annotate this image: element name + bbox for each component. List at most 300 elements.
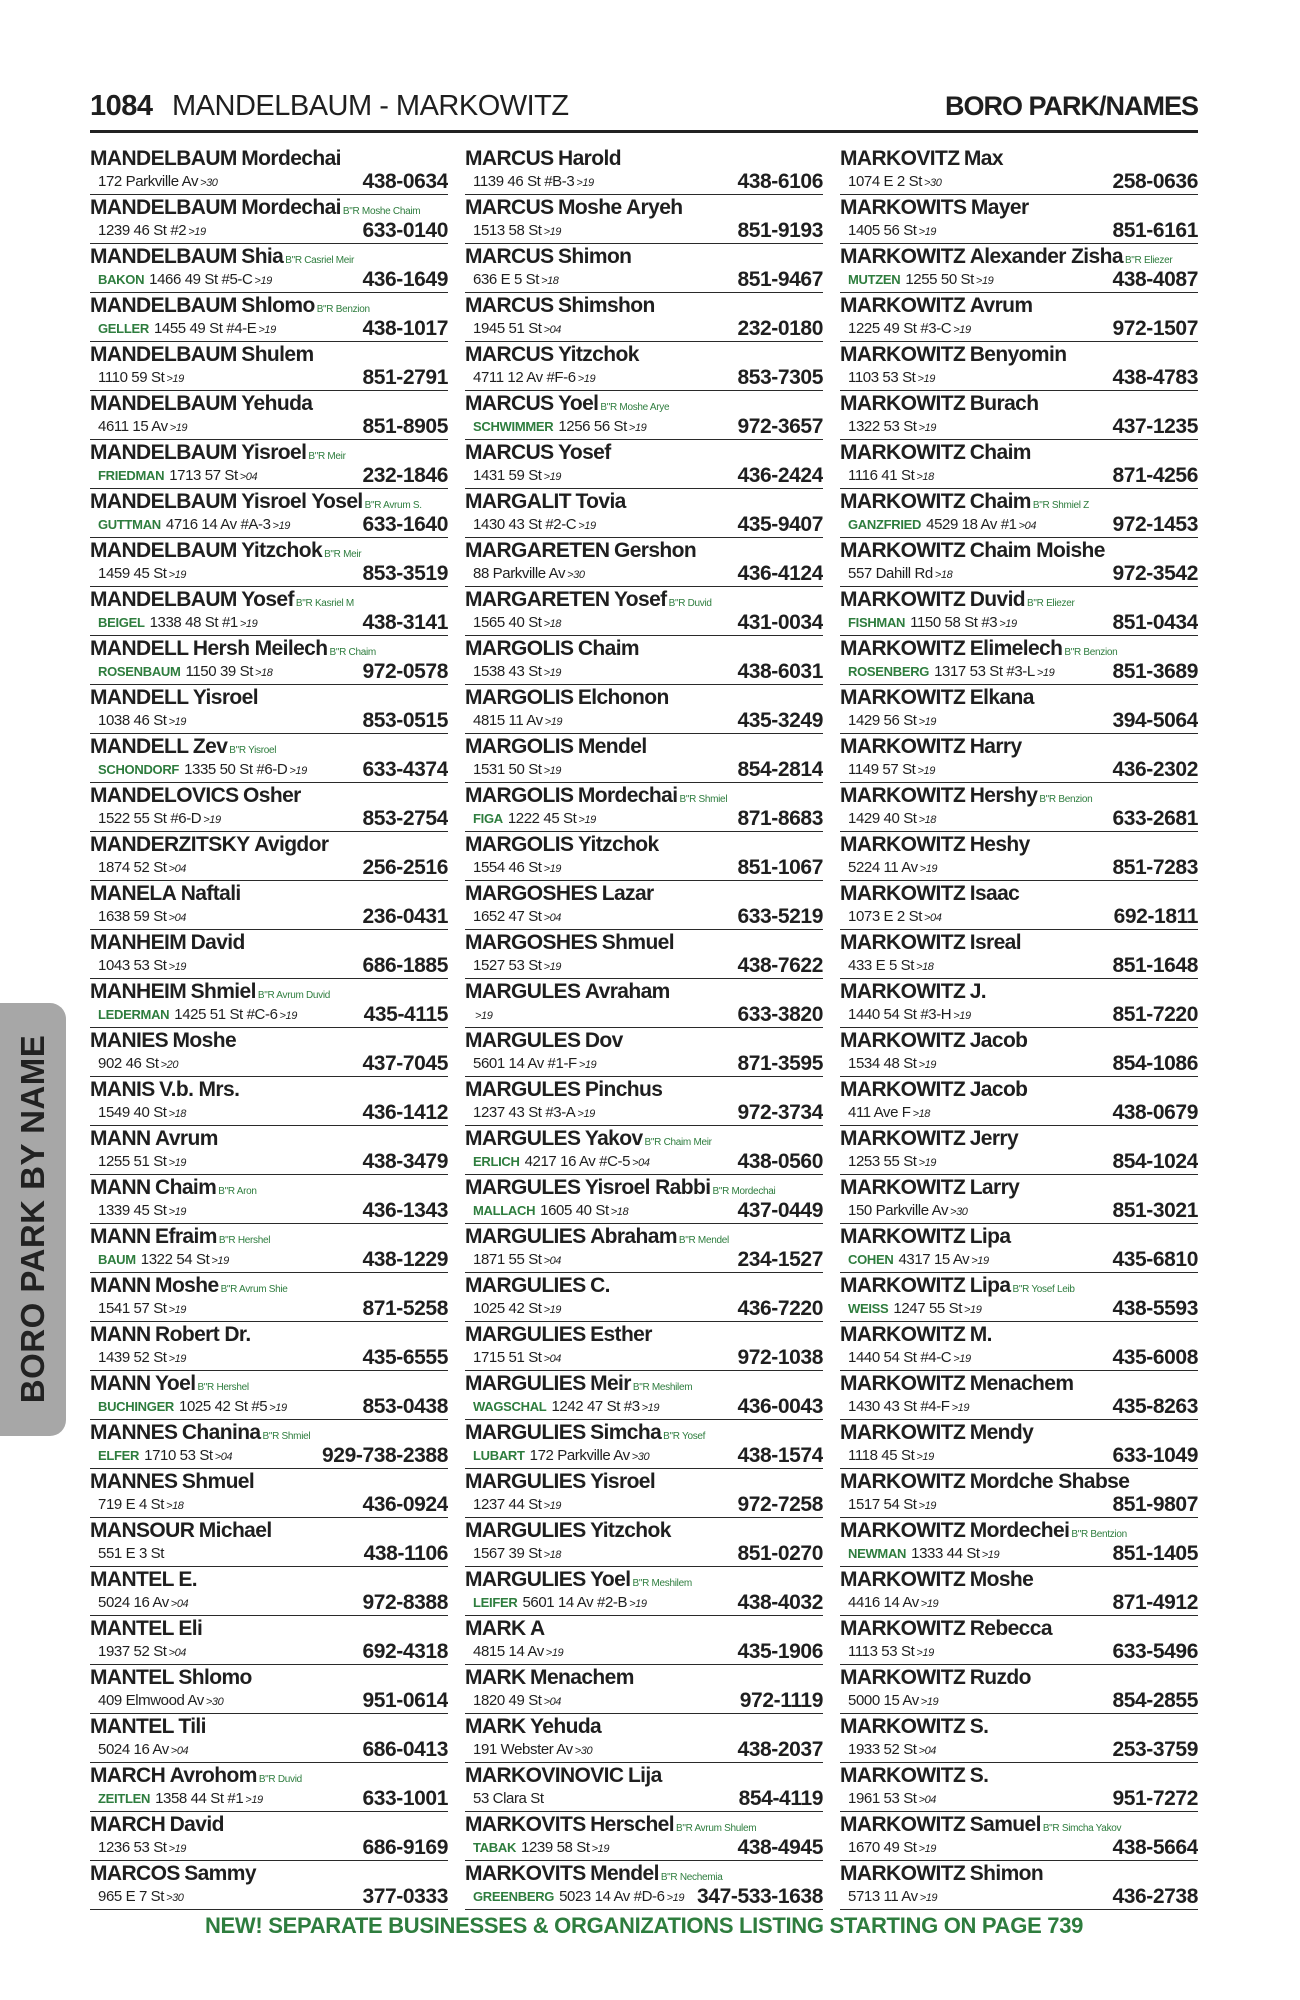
listing-name-line <box>840 1715 988 1741</box>
listing-phone: 435-6555 <box>362 1346 448 1369</box>
listing-phone: 851-1067 <box>737 856 823 879</box>
listing-address: 1255 50 St <box>905 271 974 288</box>
listing-entry <box>465 1224 823 1273</box>
listing-given-name: Elchonon <box>577 686 669 709</box>
listing-relation: B"R Meshilem <box>632 1382 693 1393</box>
listing-relation: B"R Avrum Duvid <box>257 990 331 1001</box>
listing-relation: B"R Casriel Meir <box>285 255 354 266</box>
listing-entry <box>90 587 448 636</box>
listing-given-name: Shia <box>241 245 284 268</box>
listing-given-name: Shimon <box>969 1862 1044 1885</box>
listing-given-name: Moshe <box>155 1274 219 1297</box>
listing-phone: 951-7272 <box>1112 1787 1198 1810</box>
listing-address-line <box>473 810 596 829</box>
listing-name-line <box>90 637 376 665</box>
listing-given-name: Larry <box>969 1176 1020 1199</box>
listing-entry <box>840 734 1198 783</box>
listing-address-line <box>848 859 937 878</box>
listing-address: 150 Parkville Av <box>848 1202 949 1219</box>
listing-given-name: Harold <box>558 147 621 170</box>
listing-name-line <box>90 1127 218 1153</box>
listing-address: 1517 54 St <box>848 1496 917 1513</box>
listing-zone: >19 <box>920 1696 939 1708</box>
listing-entry <box>90 342 448 391</box>
listing-entry <box>840 636 1198 685</box>
listing-name-line <box>840 1519 1127 1547</box>
listing-address-line <box>473 859 561 878</box>
listing-address: 433 E 5 St <box>848 957 915 974</box>
listing-given-name: Isaac <box>969 882 1020 905</box>
listing-address: 1522 55 St #6-D <box>98 810 202 827</box>
listing-phone: 347-533-1638 <box>697 1885 823 1908</box>
listing-phone: 436-4124 <box>737 562 823 585</box>
listing-surname: MARGULES <box>465 980 581 1003</box>
listing-name-line <box>840 1470 1129 1496</box>
listing-surname: MARKOWITZ <box>840 1274 966 1297</box>
listing-address: 1541 57 St <box>98 1300 167 1317</box>
listing-name-line <box>465 1519 671 1545</box>
listing-name-line <box>465 686 669 712</box>
listing-zone: >30 <box>567 569 585 581</box>
listing-entry <box>465 489 823 538</box>
listing-entry <box>90 538 448 587</box>
listing-entry <box>465 685 823 734</box>
listing-name-line <box>90 1323 251 1349</box>
listing-phone: 437-0449 <box>737 1199 823 1222</box>
listing-maiden-name: COHEN <box>848 1252 894 1267</box>
listing-given-name: Shimshon <box>558 294 655 317</box>
listing-relation: B"R Hershel <box>197 1382 249 1393</box>
listing-surname: MARKOWITZ <box>840 882 966 905</box>
listing-name-line <box>840 441 1031 467</box>
listing-address-line <box>473 1545 561 1564</box>
listing-name-line <box>90 1176 257 1204</box>
listing-surname: MARKOWITZ <box>840 245 966 268</box>
listing-surname: MARCUS <box>465 441 554 464</box>
listing-name-line <box>465 1862 722 1890</box>
listing-entry <box>840 1469 1198 1518</box>
listing-phone: 253-3759 <box>1112 1738 1198 1761</box>
listing-entry <box>90 1763 448 1812</box>
listing-surname: MARGOLIS <box>465 735 574 758</box>
listing-entry <box>840 1812 1198 1861</box>
listing-zone: >04 <box>170 1745 189 1757</box>
listing-surname: MARKOWITZ <box>840 392 966 415</box>
listing-address: 5000 15 Av <box>848 1692 919 1709</box>
listing-phone: 436-2302 <box>1112 758 1198 781</box>
listing-given-name: Shmuel <box>181 1470 255 1493</box>
listing-zone: >19 <box>578 1059 597 1071</box>
listing-given-name: Chaim <box>155 1176 217 1199</box>
listing-given-name: Chaim Moishe <box>969 539 1105 562</box>
listing-address-line <box>848 1741 936 1760</box>
listing-phone: 438-4783 <box>1112 366 1198 389</box>
listing-given-name: Lipa <box>969 1274 1011 1297</box>
listing-given-name: Yehuda <box>530 1715 602 1738</box>
listing-address: 1239 58 St <box>521 1839 590 1856</box>
listing-given-name: Avrum <box>969 294 1033 317</box>
listing-entry <box>465 146 823 195</box>
listing-name-line <box>465 1176 775 1204</box>
listing-given-name: Naftali <box>180 882 241 905</box>
listing-address: 1116 41 St <box>848 467 915 484</box>
listing-phone: 436-2738 <box>1112 1885 1198 1908</box>
listing-surname: MANIS <box>90 1078 155 1101</box>
listing-given-name: Rebecca <box>969 1617 1052 1640</box>
listing-surname: MARGULIES <box>465 1274 586 1297</box>
listing-phone: 436-1649 <box>362 268 448 291</box>
listing-surname: MARKOWITZ <box>840 1176 966 1199</box>
listing-given-name: Yehuda <box>241 392 313 415</box>
footer-note: NEW! SEPARATE BUSINESSES & ORGANIZATIONS LISTING STARTING ON PAGE 739 <box>204 1913 1084 1938</box>
listing-name-line <box>465 1568 692 1596</box>
listing-entry <box>465 930 823 979</box>
listing-surname: MANDERZITSKY <box>90 833 250 856</box>
listing-entry <box>465 587 823 636</box>
listing-given-name: Shimon <box>558 245 632 268</box>
listing-address-line <box>848 1496 936 1515</box>
listing-zone: >19 <box>289 765 307 777</box>
listing-phone: 972-0578 <box>362 660 448 683</box>
listing-surname: MARKOWITZ <box>840 1862 966 1885</box>
listing-given-name: Menachem <box>530 1666 634 1689</box>
listing-name-line <box>840 539 1105 565</box>
listing-zone: >19 <box>544 716 563 728</box>
listing-name-line <box>840 196 1029 222</box>
listing-phone: 972-8388 <box>362 1591 448 1614</box>
listing-surname: MARKOVINOVIC <box>465 1764 624 1787</box>
listing-surname: MANDELBAUM <box>90 441 237 464</box>
listing-surname: MARKOWITZ <box>840 588 966 611</box>
listing-surname: MARKOWITS <box>840 196 967 219</box>
listing-entry <box>465 1665 823 1714</box>
listing-relation: B"R Meshilem <box>632 1578 692 1589</box>
listing-phone: 431-0034 <box>737 611 823 634</box>
listing-address-line <box>98 1790 263 1809</box>
listing-phone: 851-9467 <box>737 268 823 291</box>
listing-name-line <box>90 784 301 810</box>
listing-address: 1237 43 St #3-A <box>473 1104 576 1121</box>
listing-relation: B"R Aron <box>218 1186 257 1197</box>
listing-phone: 851-0270 <box>737 1542 823 1565</box>
listing-address-line <box>848 908 941 927</box>
listing-given-name: Elimelech <box>969 637 1063 660</box>
listing-phone: 851-1405 <box>1112 1542 1198 1565</box>
listing-address: 1242 47 St #3 <box>551 1398 640 1415</box>
listing-surname: MARGALIT <box>465 490 572 513</box>
listing-address: 1253 55 St <box>848 1153 917 1170</box>
listing-entry <box>90 391 448 440</box>
listing-relation: B"R Bentzion <box>1071 1529 1127 1540</box>
listing-name-line <box>90 1519 272 1545</box>
listing-entry <box>465 1420 823 1469</box>
listing-phone: 851-2791 <box>362 366 448 389</box>
listing-zone: >19 <box>245 1794 263 1806</box>
listing-entry <box>840 1714 1198 1763</box>
listing-address: 1715 51 St <box>473 1349 542 1366</box>
listing-address: 5023 14 Av #D-6 <box>559 1888 665 1905</box>
listing-phone: 854-4119 <box>738 1787 823 1810</box>
listing-address: 1118 45 St <box>848 1447 915 1464</box>
listing-surname: MARKOWITZ <box>840 1813 966 1836</box>
listing-entry <box>840 1322 1198 1371</box>
listing-entry <box>90 489 448 538</box>
listing-phone: 438-2037 <box>737 1738 823 1761</box>
listing-address-line <box>848 1300 981 1319</box>
listing-entry <box>465 1175 823 1224</box>
listing-given-name: Mordechai <box>577 784 678 807</box>
listing-given-name: Yitzchok <box>241 539 323 562</box>
listing-name-line <box>465 588 712 616</box>
listing-phone: 436-2424 <box>737 464 823 487</box>
listing-name-line <box>465 294 655 320</box>
listing-name-line <box>90 1470 254 1496</box>
listing-entry <box>90 1616 448 1665</box>
listing-zone: >04 <box>170 1598 189 1610</box>
listing-given-name: Yitzchok <box>558 343 639 366</box>
listing-address: 1455 49 St #4-E <box>153 320 257 337</box>
listing-given-name: Esther <box>590 1323 652 1346</box>
listing-address-line <box>473 1643 563 1662</box>
listing-zone: >19 <box>953 1353 971 1365</box>
listing-zone: >18 <box>918 814 937 826</box>
listing-zone: >19 <box>543 667 562 679</box>
listing-given-name: Yoel <box>558 392 599 415</box>
listing-phone: 394-5064 <box>1112 709 1198 732</box>
listing-address: 1358 44 St #1 <box>155 1790 244 1807</box>
listing-name-line <box>90 1029 236 1055</box>
listing-phone: 436-7220 <box>737 1297 823 1320</box>
listing-phone: 686-0413 <box>362 1738 448 1761</box>
listing-name-line <box>840 1225 1010 1251</box>
listing-address: 1425 51 St #C-6 <box>174 1006 278 1023</box>
listing-address-line <box>98 859 186 878</box>
listing-given-name: Max <box>963 147 1003 170</box>
listing-surname: MARCUS <box>465 196 554 219</box>
listing-address: 1322 54 St <box>140 1251 210 1268</box>
listing-given-name: Sammy <box>184 1862 256 1885</box>
listing-entry <box>840 1567 1198 1616</box>
listing-entry <box>465 636 823 685</box>
listing-entry <box>465 1126 823 1175</box>
listing-zone: >18 <box>543 1549 562 1561</box>
listing-address: 1538 43 St <box>473 663 542 680</box>
listing-surname: MARKOWITZ <box>840 1617 966 1640</box>
listing-name-line <box>465 1225 729 1253</box>
listing-surname: MANDELL <box>90 735 189 758</box>
listing-surname: MANDELBAUM <box>90 294 237 317</box>
listing-name-line <box>465 1715 601 1741</box>
listing-name-line <box>840 1078 1027 1104</box>
listing-entry <box>90 832 448 881</box>
listing-address: 4416 14 Av <box>848 1594 919 1611</box>
listing-zone: >19 <box>971 1255 989 1267</box>
listing-zone: >19 <box>254 275 272 287</box>
listing-address: 1237 44 St <box>473 1496 542 1513</box>
listing-relation: B"R Duvid <box>258 1774 302 1785</box>
listing-name-line <box>465 980 670 1006</box>
listing-given-name: Yakov <box>584 1127 643 1150</box>
listing-phone: 438-0679 <box>1112 1101 1198 1124</box>
listing-phone: 686-1885 <box>362 954 448 977</box>
listing-entry <box>90 1175 448 1224</box>
listing-address-line <box>98 516 290 535</box>
listing-zone: >19 <box>918 1157 937 1169</box>
listing-name-line <box>465 343 639 369</box>
listing-zone: >19 <box>543 471 562 483</box>
listing-zone: >19 <box>591 1843 610 1855</box>
listing-zone: >04 <box>543 1696 562 1708</box>
listing-phone: 435-1906 <box>737 1640 823 1663</box>
listing-surname: MARKOWITZ <box>840 441 966 464</box>
listing-entry <box>90 1028 448 1077</box>
listing-zone: >19 <box>981 1549 1000 1561</box>
listing-phone: 438-1106 <box>363 1542 448 1565</box>
listing-address: 1670 49 St <box>848 1839 917 1856</box>
listing-zone: >04 <box>918 1794 937 1806</box>
listing-address: 1225 49 St #3-C <box>848 320 952 337</box>
listing-address: 53 Clara St <box>473 1790 544 1807</box>
listing-zone: >19 <box>666 1892 685 1904</box>
listing-phone: 972-3657 <box>737 415 823 438</box>
listing-zone: >19 <box>917 765 935 777</box>
listing-name-line <box>90 735 276 763</box>
listing-surname: MARGULIES <box>465 1372 586 1395</box>
listing-given-name: Avraham <box>584 980 670 1003</box>
listing-address: 1429 40 St <box>848 810 917 827</box>
listing-surname: MARCUS <box>465 294 554 317</box>
listing-phone: 435-4115 <box>363 1003 448 1026</box>
listing-address-line <box>98 1104 186 1123</box>
listing-entry <box>90 1861 448 1910</box>
side-tab-label: BORO PARK BY NAME <box>14 1034 51 1404</box>
listing-name-line <box>465 490 626 516</box>
listing-address-line <box>473 957 561 976</box>
listing-address-line <box>848 1545 999 1564</box>
listing-zone: >04 <box>543 912 562 924</box>
listing-name-line <box>90 392 312 418</box>
listing-zone: >04 <box>924 912 942 924</box>
listing-zone: >19 <box>475 1010 493 1022</box>
listing-given-name: Chaim <box>969 490 1031 513</box>
listing-address-line <box>98 1447 232 1466</box>
listing-name-line <box>90 882 241 908</box>
listing-address-line <box>848 1153 936 1172</box>
listing-address-line <box>98 1643 186 1662</box>
listing-entry <box>840 783 1198 832</box>
listing-given-name: Shmuel <box>601 931 674 954</box>
listing-zone: >19 <box>545 1647 564 1659</box>
listing-surname: MARKOWITZ <box>840 1715 966 1738</box>
listing-given-name: Shlomo <box>241 294 315 317</box>
listing-zone: >30 <box>631 1451 650 1463</box>
listing-zone: >19 <box>578 520 596 532</box>
listing-phone: 438-3479 <box>362 1150 448 1173</box>
listing-phone: 972-1038 <box>737 1346 823 1369</box>
listing-name-line <box>465 539 696 565</box>
listing-name-line <box>840 686 1034 712</box>
listing-name-line <box>90 1813 224 1839</box>
listing-given-name: Avrum <box>155 1127 218 1150</box>
listing-given-name: Ruzdo <box>969 1666 1031 1689</box>
listing-zone: >19 <box>629 1598 647 1610</box>
listing-address-line <box>848 320 971 339</box>
listing-name-line <box>90 1715 206 1741</box>
side-tab <box>0 1003 66 1436</box>
listing-entry <box>465 244 823 293</box>
listing-phone: 436-0924 <box>362 1493 448 1516</box>
listing-address-line <box>98 1398 287 1417</box>
listing-given-name: Lazar <box>601 882 654 905</box>
listing-surname: MARCUS <box>465 147 554 170</box>
listing-relation: B"R Shmiel Z <box>1032 500 1089 511</box>
listing-address-line <box>473 1839 609 1858</box>
listing-given-name: Shlomo <box>178 1666 252 1689</box>
listing-entry <box>840 587 1198 636</box>
listing-address-line <box>473 1692 561 1711</box>
listing-zone: >19 <box>641 1402 660 1414</box>
listing-given-name: Shmiel <box>190 980 256 1003</box>
listing-address: 172 Parkville Av <box>529 1447 630 1464</box>
listing-address-line <box>473 565 585 584</box>
listing-address-line <box>848 271 993 290</box>
listing-entry <box>840 1763 1198 1812</box>
listing-zone: >19 <box>543 765 562 777</box>
listing-relation: B"R Shmiel <box>262 1431 311 1442</box>
listing-address: 1440 54 St #4-C <box>848 1349 952 1366</box>
listing-address-line <box>473 1202 628 1221</box>
listing-relation: B"R Meir <box>308 451 346 462</box>
listing-name-line <box>840 1372 1073 1398</box>
listing-entry <box>90 1714 448 1763</box>
listing-zone: >30 <box>205 1696 224 1708</box>
listing-address: 5601 14 Av #1-F <box>473 1055 577 1072</box>
listing-relation: B"R Hershel <box>218 1235 271 1246</box>
listing-entry <box>840 685 1198 734</box>
listing-given-name: Eli <box>178 1617 203 1640</box>
listing-maiden-name: LUBART <box>473 1448 525 1463</box>
listing-surname: MARKOVITS <box>465 1813 586 1836</box>
listing-address: 636 E 5 St <box>473 271 540 288</box>
listing-zone: >19 <box>917 373 935 385</box>
listing-phone: 951-0614 <box>362 1689 448 1712</box>
listing-address: 1239 46 St #2 <box>98 222 187 239</box>
listing-given-name: S. <box>969 1715 989 1738</box>
listing-surname: MANTEL <box>90 1617 174 1640</box>
listing-phone: 232-0180 <box>737 317 823 340</box>
listing-entry <box>90 293 448 342</box>
listing-address: 965 E 7 St <box>98 1888 165 1905</box>
listing-surname: MANDELBAUM <box>90 490 237 513</box>
listing-phone: 972-7258 <box>737 1493 823 1516</box>
listing-zone: >19 <box>203 814 221 826</box>
listing-entry <box>90 1665 448 1714</box>
listing-phone: 972-1507 <box>1112 317 1198 340</box>
listing-maiden-name: SCHWIMMER <box>473 419 554 434</box>
listing-address-line <box>848 467 934 486</box>
listing-phone: 851-6161 <box>1112 219 1198 242</box>
listing-address: 1430 43 St #4-F <box>848 1398 950 1415</box>
listing-name-line <box>465 882 654 908</box>
listing-surname: MARGULIES <box>465 1421 586 1444</box>
listing-surname: MARKOWITZ <box>840 735 966 758</box>
listing-name-line <box>465 196 683 222</box>
listing-name-line <box>840 980 986 1006</box>
listing-address-line <box>473 1055 596 1074</box>
listing-address: 1713 57 St <box>169 467 238 484</box>
listing-zone: >19 <box>543 961 562 973</box>
listing-address: 902 46 St <box>98 1055 159 1072</box>
